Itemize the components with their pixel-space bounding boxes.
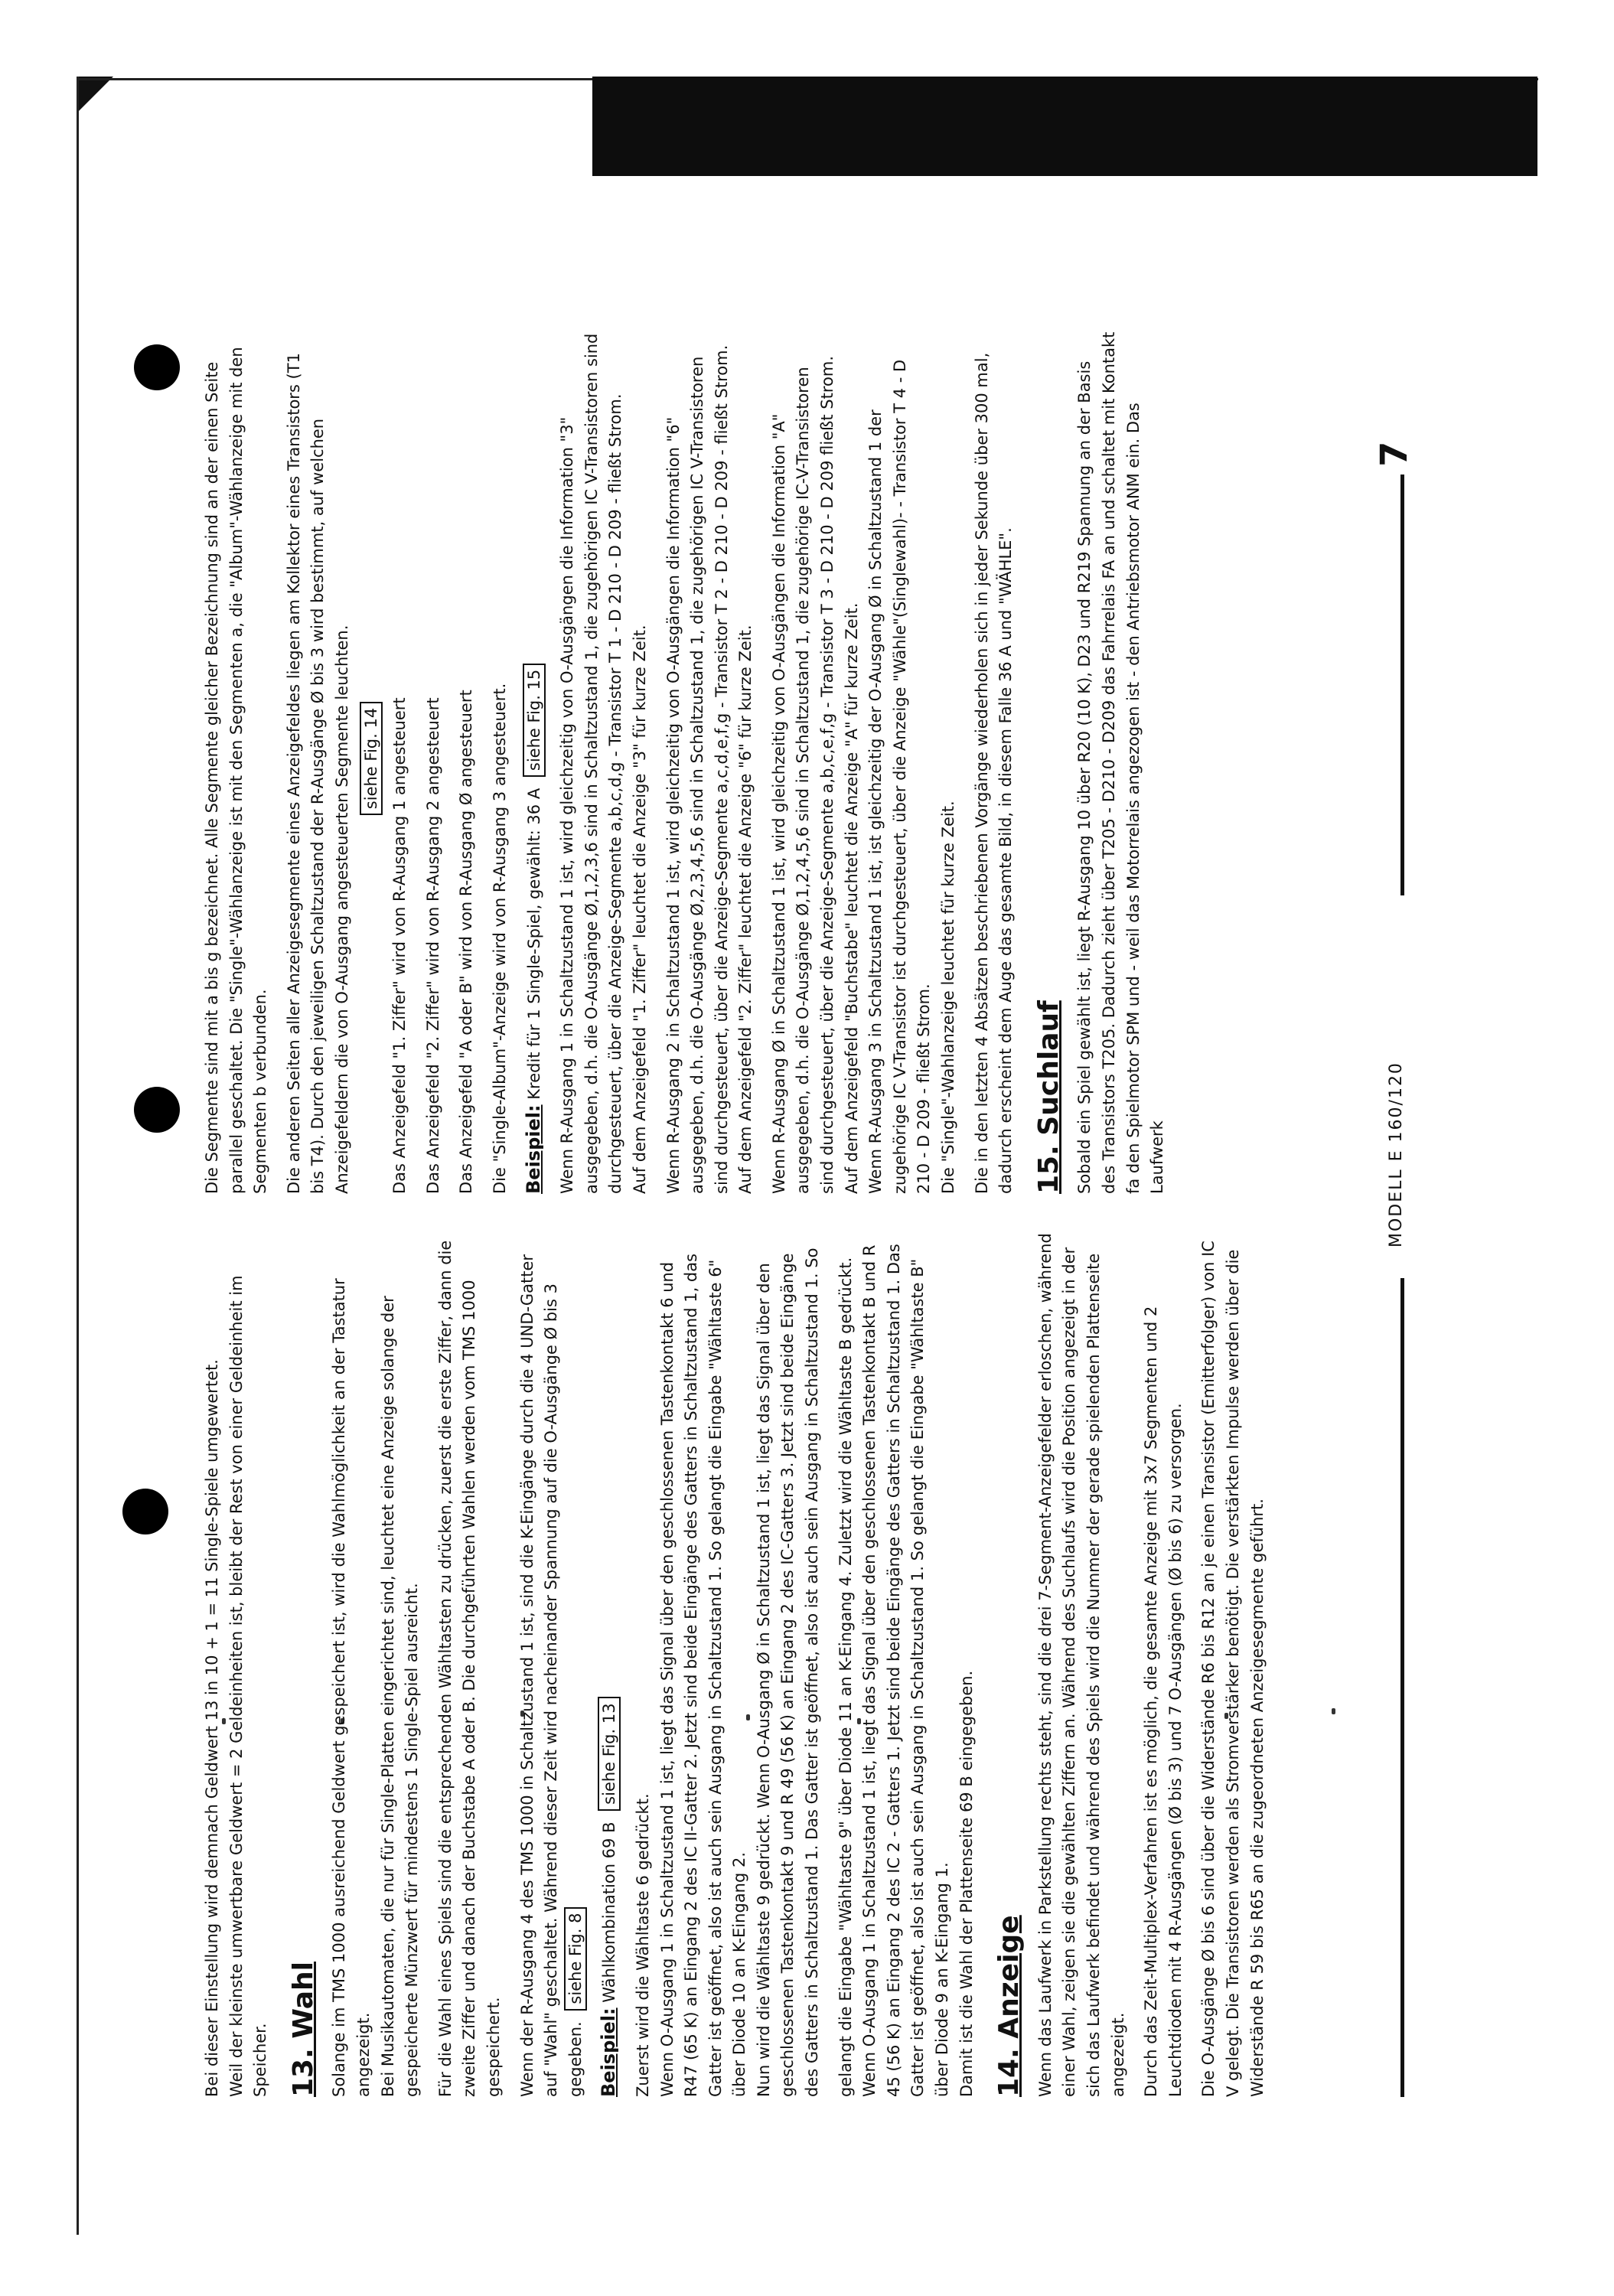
display-paragraph: Wenn R-Ausgang Ø in Schaltzustand 1 ist, wird gleichzeitig von O-Ausgängen die Information "A" ausgegeben, d.h. die O-Ausgänge Ø,1,2,4,5,6 sind in Schaltzustand 1, die zugehörige IC-V-Transistoren sind durchgesteuert, über die Anzeige-Segmente a,b,c,e,f,g - Transistor T 3 - D 210 - D 209 fließt Strom. bbox=[769, 356, 837, 1194]
scan-black-bar bbox=[592, 77, 1537, 176]
figure-reference: siehe Fig. 8 bbox=[564, 1907, 587, 2011]
right-column bbox=[201, 329, 1179, 1194]
example-label: Beispiel: bbox=[598, 2007, 620, 2097]
section-14-paragraph: Wenn das Laufwerk in Parkstellung rechts steht, sind die drei 7-Segment-Anzeigefelder erloschen, während einer Wahl, zeigen sie die gewählten Ziffern an. Während des Suchlaufs wird die Position angezeigt in der sich das Laufwerk befindet und während des Spiels wird die Nummer der gerade spielenden Plattenseite angezeigt. bbox=[1035, 1233, 1127, 2097]
example-line bbox=[597, 1232, 622, 2097]
section-14-heading: 14. Anzeige bbox=[993, 1915, 1025, 2097]
display-paragraph: Auf dem Anzeigefeld "1. Ziffer" leuchtet die Anzeige "3" für kurze Zeit. bbox=[630, 625, 649, 1194]
section-15-paragraph: Sobald ein Spiel gewählt ist, liegt R-Ausgang 10 über R20 (10 K), D23 und R219 Spannung an der Basis des Transistors T205. Dadurch zieht über T205 - D210 - D209 das Fahrrelais FA an und schaltet mit Kontakt fa den Spielmotor SPM und - weil das Motorrelais angezogen ist - den Antriebsmotor ANM ein. Das Laufwerk bbox=[1075, 331, 1167, 1194]
scan-corner-mark bbox=[77, 77, 113, 113]
figure-reference: siehe Fig. 14 bbox=[360, 702, 383, 815]
display-paragraph: Auf dem Anzeigefeld "Buchstabe" leuchtet die Anzeige "A" für kurze Zeit. bbox=[842, 602, 861, 1194]
intro-paragraph: Weil der kleinste umwertbare Geldwert = 2 Geldeinheiten ist, bleibt der Rest von einer Geldeinheit im Speicher. bbox=[227, 1275, 270, 2097]
footer-rule bbox=[1400, 1278, 1404, 2097]
display-paragraph: Die anderen Seiten aller Anzeigesegmente eines Anzeigefeldes liegen am Kollektor eines Transistors (T1 bis T4). Durch den jeweiligen Schaltzustand der R-Ausgänge Ø bis 3 wird bestimmt, auf welchen Anzeigefeldern die von O-Ausgang angesteuerten Segmente leuchten. bbox=[284, 353, 351, 1194]
rotated-page bbox=[86, 329, 1494, 2212]
section-13-paragraph bbox=[516, 1232, 589, 2097]
section-14-paragraph: Die O-Ausgänge Ø bis 6 sind über die Widerstände R6 bis R12 an je einen Transistor (Emitterfolger) von IC V gelegt. Die Transistoren werden als Stromverstärker benötigt. Die verstärkten Impulse werden über die Widerstände R 59 bis R65 an die zugeordneten Anzeigesegmente geführt. bbox=[1199, 1241, 1267, 2097]
scan-left-edge bbox=[77, 77, 79, 2235]
display-paragraph: Auf dem Anzeigefeld "2. Ziffer" leuchtet die Anzeige "6" für kurze Zeit. bbox=[736, 625, 755, 1194]
example-text: Kredit für 1 Single-Spiel, gewählt: 36 A bbox=[524, 788, 543, 1100]
display-paragraph: Die "Single"-Wahlanzeige leuchtet für kurze Zeit. bbox=[939, 801, 958, 1194]
display-list-item: Das Anzeigefeld "2. Ziffer" wird von R-Ausgang 2 angesteuert bbox=[423, 697, 442, 1194]
figure-reference: siehe Fig. 13 bbox=[598, 1697, 621, 1810]
display-list-item: Die "Single-Album"-Anzeige wird von R-Ausgang 3 angesteuert. bbox=[490, 683, 509, 1194]
display-paragraph: Die Segmente sind mit a bis g bezeichnet. Alle Segmente gleicher Bezeichnung sind an der einen Seite parallel geschaltet. Die "Single"-Wählanzeige ist mit den Segmenten a, die "Album"-Wählanzeige mit den Segmenten b verbunden. bbox=[203, 347, 270, 1194]
display-list-item: Das Anzeigefeld "A oder B" wird von R-Ausgang Ø angesteuert bbox=[457, 690, 476, 1194]
section-15-heading: 15. Suchlauf bbox=[1032, 1000, 1065, 1194]
example-text: Wählkombination 69 B bbox=[600, 1821, 619, 2003]
display-list-item: Das Anzeigefeld "1. Ziffer" wird von R-Ausgang 1 angesteuert bbox=[390, 697, 409, 1194]
figure-reference-row bbox=[360, 329, 384, 1194]
display-paragraph: Wenn R-Ausgang 2 in Schaltzustand 1 ist, wird gleichzeitig von O-Ausgängen die Information "6" ausgegeben, d.h. die O-Ausgänge Ø,2,3,4,5,6 sind in Schaltzustand 1, die zugehörigen IC V-Transistoren sind durchgesteuert, über die Anzeige-Segmente a,c,d,e,f,g - Transistor T 2 - D 210 - D 209 - fließt Strom. bbox=[664, 344, 731, 1194]
section-13-paragraph: Zuerst wird die Wähltaste 6 gedrückt. bbox=[633, 1793, 652, 2097]
section-13-paragraph: Wenn O-Ausgang 1 in Schaltzustand 1 ist, liegt das Signal über den geschlossenen Tastenkontakt 6 und R47 (65 K) an Eingang 2 des IC II-Gatter 2. Jetzt sind beide Eingänge des Gatters in Schaltzustand 1, das Gatter ist geöffnet, also ist auch sein Ausgang in Schaltzustand 1. So gelangt die Eingabe "Wähltaste 6" über Diode 10 an K-Eingang 2. bbox=[657, 1253, 749, 2097]
section-13-paragraph: gelangt die Eingabe "Wähltaste 9" über Diode 11 an K-Eingang 4. Zuletzt wird die Wähltaste B gedrückt. Wenn O-Ausgang 1 in Schaltzustand 1 ist, liegt das Signal über den geschlossenen Tastenkontakt B und R 45 (56 K) an Eingang 2 des IC 2 - Gatters 1. Jetzt sind beide Eingänge des Gatters in Schaltzustand 1. Das Gatter ist geöffnet, also ist auch sein Ausgang in Schaltzustand 1. So gelangt die Eingabe "Wähltaste B" über Diode 9 an K-Eingang 1. bbox=[836, 1244, 952, 2097]
display-paragraph: Wenn R-Ausgang 1 in Schaltzustand 1 ist, wird gleichzeitig von O-Ausgängen die Information "3" ausgegeben, d.h. die O-Ausgänge Ø,1,2,3,6 sind in Schaltzustand 1, die zugehörigen IC V-Transistoren sind durchgesteuert, über die Anzeige-Segmente a,b,c,d,g - Transistor T 1 - D 210 - D 209 - fließt Strom. bbox=[558, 333, 625, 1194]
display-paragraph: Wenn R-Ausgang 3 in Schaltzustand 1 ist, ist gleichzeitig der O-Ausgang Ø in Schaltzustand 1 der zugehörige IC V-Transistor ist durchgesteuert, über die Anzeige "Wähle"(Singlewahl)- - Transistor T 4 - D 210 - D 209 - fließt Strom. bbox=[866, 359, 934, 1194]
page-number: 7 bbox=[1373, 441, 1416, 467]
figure-reference: siehe Fig. 15 bbox=[523, 664, 546, 777]
section-13-paragraph: Solange im TMS 1000 ausreichend Geldwert gespeichert ist, wird die Wahlmöglichkeit an der Tastatur angezeigt. bbox=[330, 1278, 373, 2097]
example-label: Beispiel: bbox=[522, 1104, 544, 1194]
section-14-paragraph: Durch das Zeit-Multiplex-Verfahren ist es möglich, die gesamte Anzeige mit 3x7 Segmenten und 2 Leuchtdioden mit 4 R-Ausgängen (Ø bis 3) und 7 O-Ausgängen (Ø bis 6) zu versorgen. bbox=[1142, 1306, 1185, 2097]
section-13-paragraph: Nun wird die Wähltaste 9 gedrückt. Wenn O-Ausgang Ø in Schaltzustand 1 ist, liegt das Signal über den geschlossenen Tastenkontakt 9 und R 49 (56 K) an Eingang 2 des IC-Gatters 3. Jetzt sind beide Eingänge des Gatters in Schaltzustand 1. Das Gatter ist geöffnet, also ist auch sein Ausgang in Schaltzustand 1. So bbox=[754, 1247, 822, 2097]
footer-rule bbox=[1400, 475, 1404, 895]
section-13-paragraph: Für die Wahl eines Spiels sind die entsprechenden Wähltasten zu drücken, zuerst die erste Ziffer, dann die zweite Ziffer und danach der Buchstabe A oder B. Die durchgeführten Wahlen werden vom TMS 1000 gespeichert. bbox=[435, 1240, 503, 2097]
intro-paragraph: Bei dieser Einstellung wird demnach Geldwert 13 in 10 + 1 = 11 Single-Spiele umgewertet. bbox=[203, 1359, 221, 2097]
display-paragraph: Die in den letzten 4 Absätzen beschriebenen Vorgänge wiederholen sich in jeder Sekunde über 300 mal, dadurch erscheint dem Auge das gesamte Bild, in diesem Falle 36 A und "WÄHLE". bbox=[972, 352, 1016, 1194]
section-13-paragraph: Bei Musikautomaten, die nur für Single-Platten eingerichtet sind, leuchtet eine Anzeige solange der gespeicherte Münzwert für mindestens 1 Single-Spiel ausreicht. bbox=[378, 1296, 422, 2097]
example-line bbox=[522, 329, 547, 1194]
section-13-paragraph: Damit ist die Wahl der Plattenseite 69 B eingegeben. bbox=[957, 1670, 976, 2097]
left-column bbox=[201, 1232, 1279, 2097]
section-13-heading: 13. Wahl bbox=[287, 1962, 319, 2097]
page-footer bbox=[1373, 413, 1425, 2212]
model-label: MODELL E 160/120 bbox=[1387, 1062, 1406, 1247]
section-13-text: Wenn der R-Ausgang 4 des TMS 1000 in Schaltzustand 1 ist, sind die K-Eingänge durch die 4 UND-Gatter auf "Wahl" geschaltet. Während dieser Zeit wird nacheinander Spannung auf die O-Ausgänge Ø bis 3 gegeben. bbox=[517, 1254, 585, 2097]
